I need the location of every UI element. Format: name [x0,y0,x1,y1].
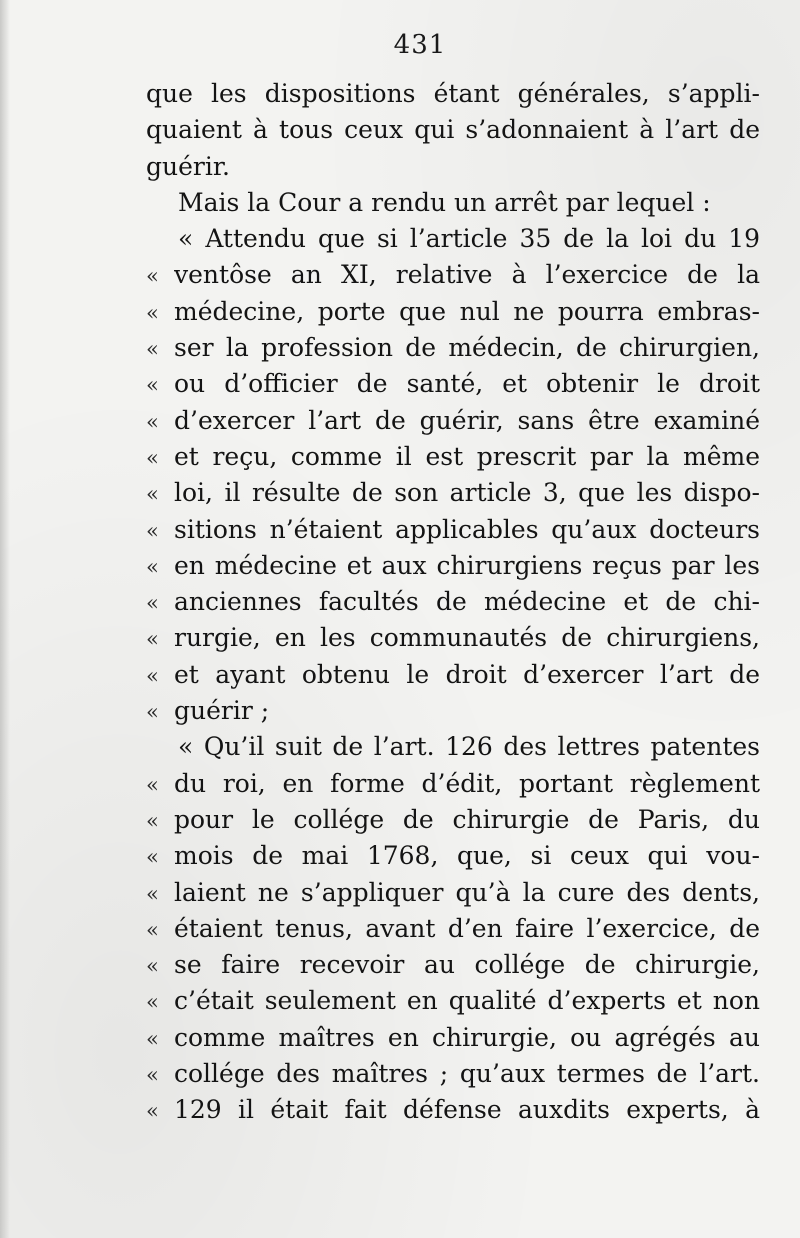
line-text: loi, il résulte de son article 3, que les dispo- [174,478,760,508]
text-line [146,620,760,656]
text-line [146,257,760,293]
quote-mark: « [146,700,159,725]
text-line [146,112,760,148]
quote-mark: « [146,1026,159,1051]
text-line [146,911,760,947]
text-line [146,802,760,838]
line-text: « Attendu que si l’article 35 de la loi du 19 [178,224,760,254]
text-line [146,584,760,620]
text-line [146,983,760,1019]
quote-mark: « [146,881,159,906]
quote-mark: « [146,663,159,688]
quote-mark: « [146,445,159,470]
text-line [146,1092,760,1128]
text-line [146,838,760,874]
line-text: ou d’officier de santé, et obtenir le droit [174,369,760,399]
line-text: quaient à tous ceux qui s’adonnaient à l’art de [146,115,760,145]
text-line [146,766,760,802]
line-text: et reçu, comme il est prescrit par la même [174,441,760,471]
text-line [146,439,760,475]
quote-mark: « [146,482,159,507]
text-line [146,403,760,439]
text-line [146,512,760,548]
text-line [146,366,760,402]
text-line [146,294,760,330]
text-line [146,1056,760,1092]
line-text: médecine, porte que nul ne pourra embras- [174,296,760,326]
line-text: Mais la Cour a rendu un arrêt par lequel : [178,187,711,217]
page-gutter-shadow [0,0,10,1238]
body-text [146,76,760,1129]
quote-mark: « [146,917,159,942]
text-line [146,875,760,911]
line-text: guérir ; [174,696,270,726]
line-text: mois de mai 1768, que, si ceux qui vou- [174,841,760,871]
quote-mark: « [146,772,159,797]
line-text: « Qu’il suit de l’art. 126 des lettres patentes [178,732,760,762]
page-number: 431 [393,30,447,60]
line-text: collége des maîtres ; qu’aux termes de l’art. [174,1059,760,1089]
line-text: et ayant obtenu le droit d’exercer l’art de [174,659,760,689]
quote-mark: « [146,954,159,979]
text-line [146,76,760,112]
text-line [146,1020,760,1056]
text-line [146,330,760,366]
quote-mark: « [146,373,159,398]
text-line [146,548,760,584]
line-text: laient ne s’appliquer qu’à la cure des dents, [174,877,760,907]
line-text: comme maîtres en chirurgie, ou agrégés au [174,1022,760,1052]
line-text: anciennes facultés de médecine et de chi- [174,587,760,617]
line-text: se faire recevoir au collége de chirurgie, [174,950,760,980]
quote-mark: « [146,337,159,362]
quote-mark: « [146,808,159,833]
quote-mark: « [146,264,159,289]
quote-mark: « [146,518,159,543]
text-line [146,185,760,221]
quote-mark: « [146,591,159,616]
text-line [146,729,760,765]
line-text: ser la profession de médecin, de chirurgien, [174,333,760,363]
quote-mark: « [146,845,159,870]
quote-mark: « [146,554,159,579]
text-line [146,149,760,185]
line-text: ventôse an XI, relative à l’exercice de la [174,260,760,290]
line-text: c’était seulement en qualité d’experts et non [174,986,760,1016]
line-text: d’exercer l’art de guérir, sans être examiné [174,405,760,435]
line-text: rurgie, en les communautés de chirurgiens, [174,623,760,653]
quote-mark: « [146,990,159,1015]
quote-mark: « [146,1063,159,1088]
line-text: étaient tenus, avant d’en faire l’exercice, de [174,913,760,943]
text-line [146,693,760,729]
text-line [146,947,760,983]
line-text: pour le collége de chirurgie de Paris, du [174,804,760,834]
line-text: guérir. [146,151,230,181]
line-text: sitions n’étaient applicables qu’aux docteurs [174,514,760,544]
line-text: du roi, en forme d’édit, portant règlement [174,768,760,798]
line-text: 129 il était fait défense auxdits experts, à [174,1095,760,1125]
text-line [146,657,760,693]
line-text: en médecine et aux chirurgiens reçus par les [174,550,760,580]
text-line [146,221,760,257]
quote-mark: « [146,300,159,325]
quote-mark: « [146,1099,159,1124]
quote-mark: « [146,409,159,434]
quote-mark: « [146,627,159,652]
line-text: que les dispositions étant générales, s’appli- [146,79,760,108]
text-line [146,475,760,511]
